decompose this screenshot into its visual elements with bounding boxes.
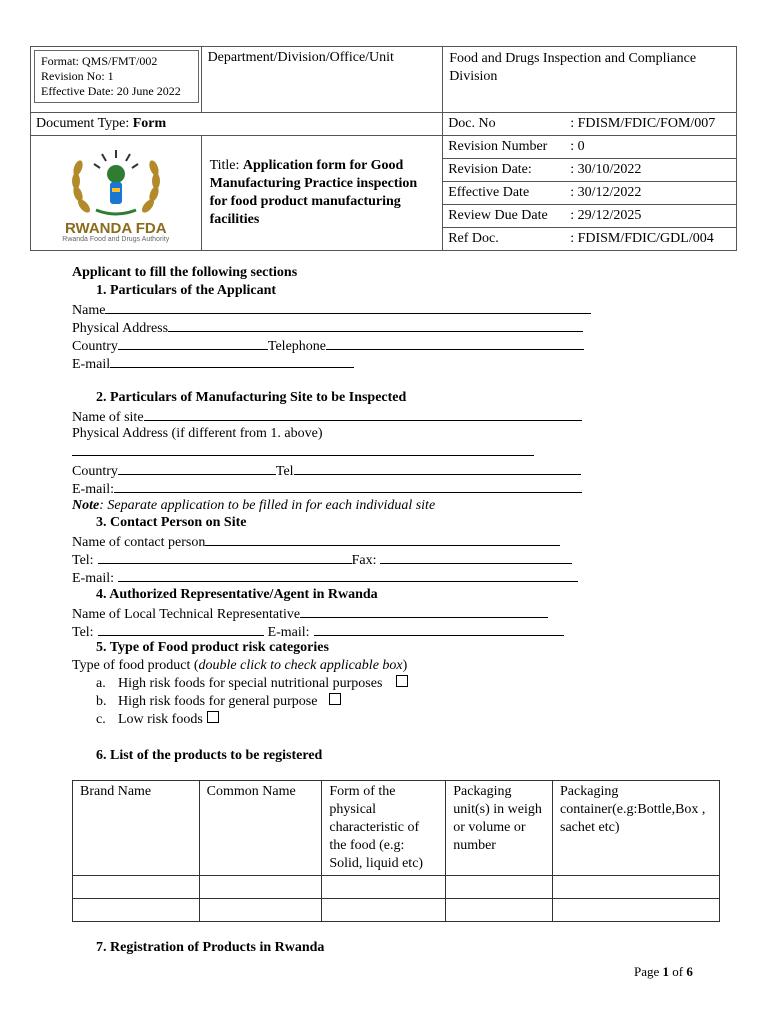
email-label: E-mail [72,357,111,372]
contact-fax-field[interactable] [380,550,572,564]
note-label: Note [72,498,100,513]
name-label: Name [72,303,106,318]
section-5-title: 5. Type of Food product risk categories [96,640,329,655]
doc-type-value: Form [132,116,167,131]
applicant-name-field[interactable] [105,300,591,314]
section-3-title: 3. Contact Person on Site [96,515,247,530]
site-address-label: Physical Address (if different from 1. above) [72,426,323,441]
option-b-checkbox[interactable] [329,693,341,705]
risk-option-a [96,675,408,693]
rep-name-field[interactable] [300,604,548,618]
section-2-title: 2. Particulars of Manufacturing Site to be Inspected [96,390,407,405]
table-cell[interactable] [73,899,200,922]
meta-key: Effective Date [448,185,530,200]
rep-email-label: E-mail: [267,625,310,640]
food-type-close: ) [402,658,408,673]
title-value: Application form for Good Manufacturing Practice inspection for food product manufacturing facilities [209,158,418,227]
site-email-label: E-mail: [72,482,114,497]
table-cell[interactable] [199,899,322,922]
col-header-common: Common Name [199,781,322,876]
format-cell [31,47,202,113]
contact-name-label: Name of contact person [72,535,206,550]
rep-name-label: Name of Local Technical Representative [72,607,301,622]
table-cell[interactable] [322,899,446,922]
page-number [634,963,693,981]
table-cell[interactable] [553,899,720,922]
site-country-field[interactable] [118,461,276,475]
meta-value: : 0 [570,139,585,154]
food-type-instruction [72,657,407,675]
applicant-name-row [72,300,591,320]
of-word: of [672,964,684,979]
meta-row-5 [443,228,737,251]
rep-tel-label: Tel: [72,625,94,640]
document-header-table [30,46,737,251]
table-cell[interactable] [322,876,446,899]
meta-key: Review Due Date [448,208,548,223]
risk-option-b [96,693,341,711]
rep-email-field[interactable] [314,622,564,636]
intro-heading: Applicant to fill the following sections [72,265,298,280]
contact-name-row [72,532,560,552]
meta-value: : FDISM/FDIC/FOM/007 [570,116,716,131]
address-label: Physical Address [72,321,169,336]
contact-email-label: E-mail: [72,571,114,586]
site-email-field[interactable] [114,479,582,493]
meta-key: Doc. No [448,116,496,131]
section-7-title: 7. Registration of Products in Rwanda [96,940,325,955]
division-name: Food and Drugs Inspection and Compliance Division [449,51,697,84]
rep-name-row [72,604,548,624]
format-box [34,50,199,103]
contact-name-field[interactable] [205,532,560,546]
meta-row-4 [443,205,737,228]
site-note [72,497,435,515]
table-row [73,876,720,899]
option-label: High risk foods for general purpose [118,694,318,709]
applicant-email-field[interactable] [110,354,354,368]
col-header-packaging-container: Packaging container(e.g:Bottle,Box , sachet etc) [553,781,720,876]
rwanda-fda-emblem-icon [56,144,176,220]
site-tel-field[interactable] [294,461,581,475]
section-4-title: 4. Authorized Representative/Agent in Rwanda [96,587,378,602]
meta-key: Ref Doc. [448,231,499,246]
site-address-field[interactable] [72,442,534,456]
meta-row-2 [443,159,737,182]
site-tel-label: Tel [275,464,294,479]
note-text: : Separate application to be filled in for each individual site [99,498,436,513]
table-cell[interactable] [199,876,322,899]
dept-cell [201,47,443,113]
products-header-row [73,781,720,876]
revision-no: Revision No: 1 [41,69,114,83]
dept-label: Department/Division/Office/Unit [207,50,394,65]
contact-tel-row [72,550,572,570]
doc-type-cell [31,113,443,136]
total-pages: 6 [686,964,693,979]
option-a-checkbox[interactable] [396,675,408,687]
food-type-label: Type of food product ( [72,658,199,673]
contact-tel-field[interactable] [98,550,352,564]
meta-row-3 [443,182,737,205]
site-country-label: Country [72,464,118,479]
meta-key: Revision Date: [448,162,532,177]
meta-value: : 30/12/2022 [570,185,642,200]
option-marker: a. [96,676,106,691]
col-header-form: Form of the physical characteristic of the food (e.g: Solid, liquid etc) [322,781,446,876]
applicant-address-row [72,318,583,338]
products-table [72,780,720,922]
food-type-hint: double click to check applicable box [198,658,403,673]
option-marker: b. [96,694,107,709]
table-row [73,899,720,922]
applicant-telephone-field[interactable] [326,336,584,350]
col-header-packaging-unit: Packaging unit(s) in weigh or volume or number [446,781,553,876]
option-label: High risk foods for special nutritional purposes [118,676,383,691]
logo-subtitle: Rwanda Food and Drugs Authority [62,235,170,243]
current-page: 1 [662,964,670,979]
doc-type-label: Document Type: [36,116,130,131]
meta-row-0 [443,113,737,136]
meta-row-1 [443,136,737,159]
page-word: Page [634,964,660,979]
contact-fax-label: Fax: [351,553,377,568]
country-label: Country [72,339,118,354]
meta-value: : FDISM/FDIC/GDL/004 [570,231,714,246]
contact-email-field[interactable] [118,568,578,582]
table-cell[interactable] [446,876,553,899]
option-marker: c. [96,712,106,727]
title-label: Title: [209,158,240,173]
risk-option-c [96,711,219,729]
meta-value: : 30/10/2022 [570,162,642,177]
format-code: Format: QMS/FMT/002 [41,54,158,68]
col-header-brand: Brand Name [73,781,200,876]
option-c-checkbox[interactable] [207,711,219,723]
logo-cell [31,136,202,251]
table-cell[interactable] [73,876,200,899]
division-cell [443,47,737,113]
site-country-row [72,461,581,481]
contact-email-row [72,568,578,588]
logo-name: RWANDA FDA [64,219,167,237]
applicant-email-row [72,354,354,374]
site-email-row [72,479,582,499]
telephone-label: Telephone [267,339,326,354]
meta-value: : 29/12/2025 [570,208,642,223]
table-cell[interactable] [446,899,553,922]
section-6-title: 6. List of the products to be registered [96,748,323,763]
meta-key: Revision Number [448,139,548,154]
section-1-title: 1. Particulars of the Applicant [96,283,277,298]
title-cell [201,136,443,251]
table-cell[interactable] [553,876,720,899]
site-name-field[interactable] [144,407,582,421]
site-name-row [72,407,582,427]
effective-date: Effective Date: 20 June 2022 [41,84,181,98]
rep-tel-field[interactable] [98,622,264,636]
option-label: Low risk foods [118,712,203,727]
site-address-row [72,425,323,443]
site-name-label: Name of site [72,410,144,425]
applicant-country-row [72,336,584,356]
applicant-country-field[interactable] [118,336,268,350]
contact-tel-label: Tel: [72,553,94,568]
applicant-address-field[interactable] [168,318,583,332]
